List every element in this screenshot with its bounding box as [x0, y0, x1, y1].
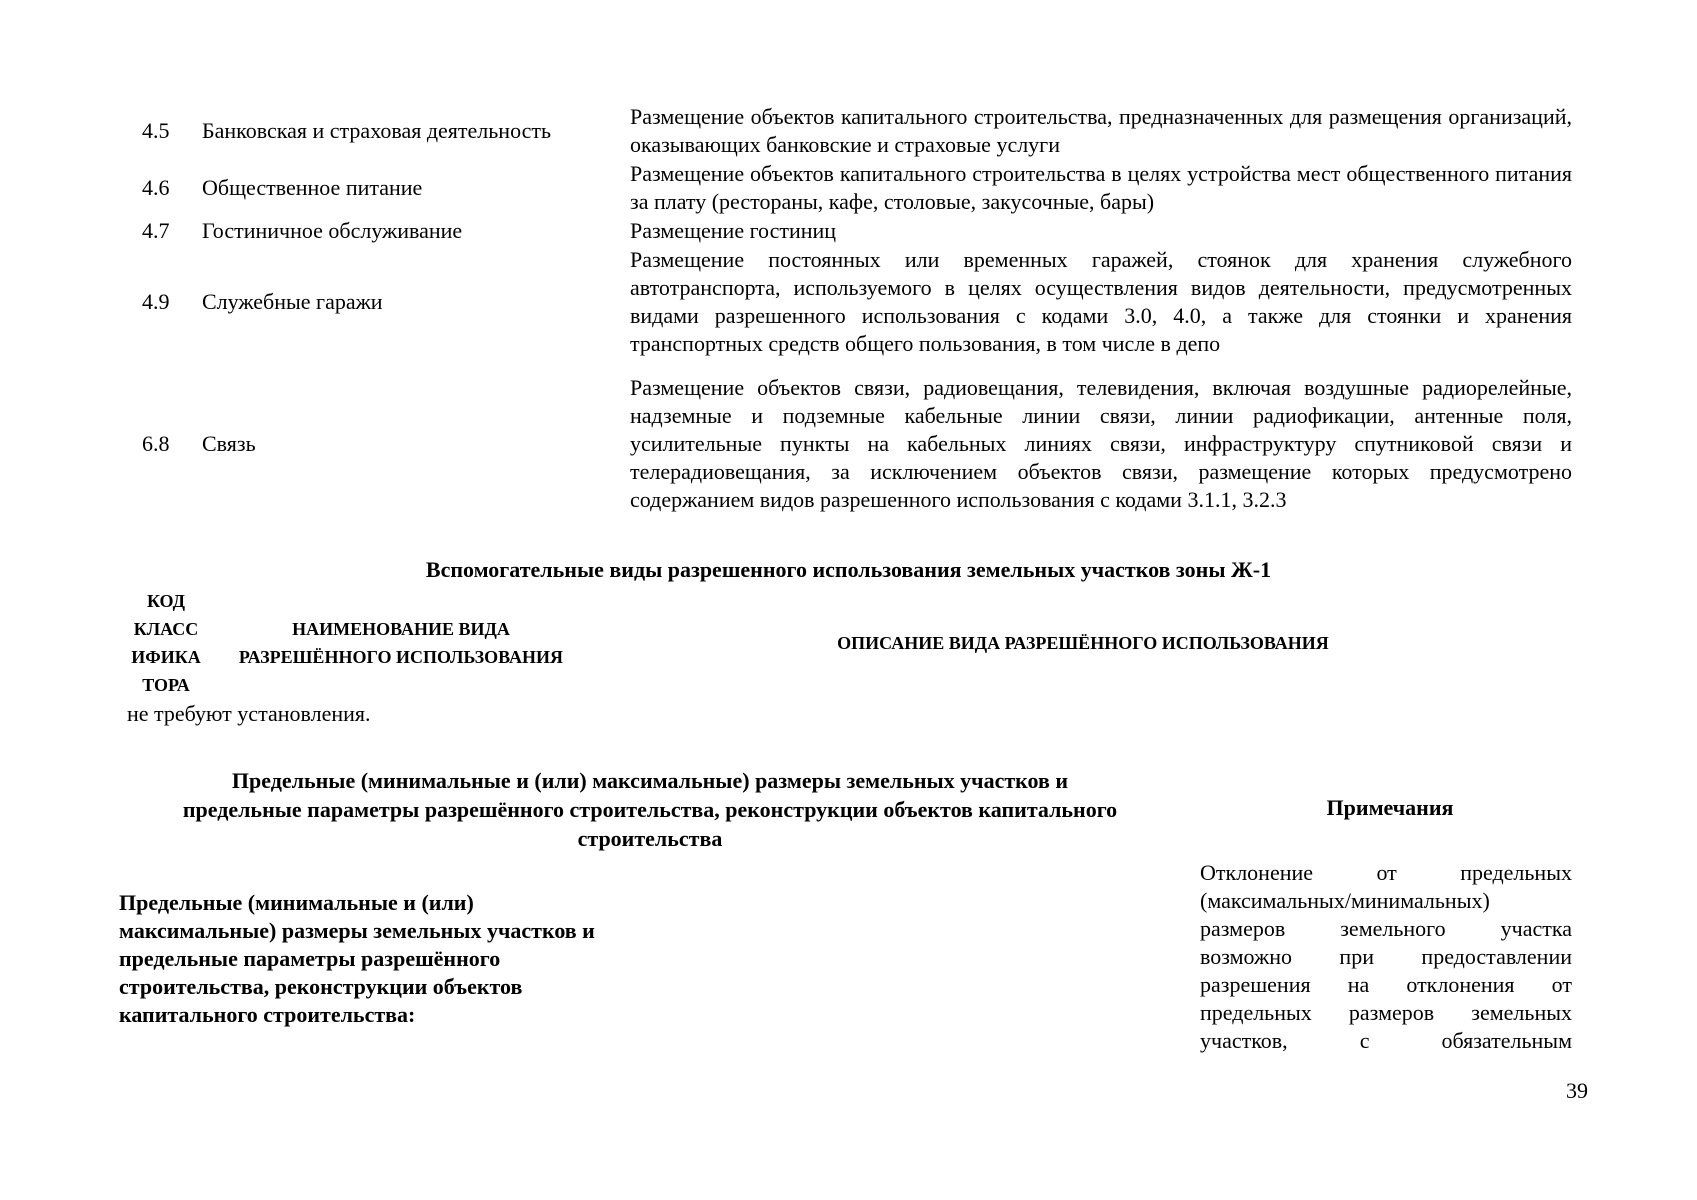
page-number: 39: [1566, 1078, 1588, 1103]
auxiliary-uses-title: Вспомогательные виды разрешенного использования земельных участков зоны Ж-1: [425, 557, 1272, 582]
notes-line: размеров земельного участка: [1200, 916, 1572, 941]
notes-line: предельных размеров земельных: [1200, 1000, 1572, 1025]
table-row: [130, 245, 1572, 359]
header-description-column: ОПИСАНИЕ ВИДА РАЗРЕШЁННОГО ИСПОЛЬЗОВАНИЯ: [837, 633, 1329, 653]
header-name-line: НАИМЕНОВАНИЕ ВИДА: [292, 619, 510, 639]
header-code-line: КЛАСС: [133, 619, 199, 639]
limits-section-title: [110, 766, 1190, 853]
table-row: [130, 159, 1572, 216]
limits-body-line: предельные параметры разрешённого: [119, 946, 501, 971]
auxiliary-note: не требуют установления.: [127, 701, 371, 726]
limits-title-line: строительства: [577, 826, 723, 851]
use-code: 4.7: [142, 217, 170, 243]
use-name: Общественное питание: [202, 174, 423, 200]
use-name: Служебные гаражи: [202, 289, 383, 314]
use-name: Связь: [202, 431, 256, 456]
use-description: Размещение объектов капитального строительства, предназначенных для размещения организаций, оказывающих банковские и страховые услуги: [630, 103, 1572, 157]
header-name-line: РАЗРЕШЁННОГО ИСПОЛЬЗОВАНИЯ: [238, 647, 564, 667]
notes-line: разрешения на отклонения от: [1200, 972, 1572, 997]
header-code-line: КОД: [146, 591, 186, 611]
permitted-uses-table: [130, 102, 1572, 529]
header-code-line: ТОРА: [142, 675, 190, 695]
auxiliary-table-header: [124, 587, 1572, 701]
use-description: Размещение гостиниц: [630, 217, 837, 243]
use-code: 4.5: [142, 117, 170, 143]
notes-heading: Примечания: [1326, 795, 1454, 820]
limits-body-line: Предельные (минимальные и (или): [119, 890, 474, 915]
header-code-line: ИФИКА: [131, 647, 201, 667]
table-row: [130, 102, 1572, 159]
table-row: [130, 216, 1572, 245]
notes-line: возможно при предоставлении: [1200, 944, 1572, 969]
limits-body-line: максимальные) размеры земельных участков и: [119, 918, 595, 943]
use-description: Размещение постоянных или временных гаражей, стоянок для хранения служебного автотранспорта, используемого в целях осуществления видов деятельности, предусмотренных видами разрешенного использования с кодами 3.0, 4.0, а также для стоянки и хранения транспортных средств общего пользования, в том числе в депо: [630, 247, 1572, 356]
notes-line: (максимальных/минимальных): [1200, 888, 1490, 913]
header-name-column: [216, 615, 586, 671]
limits-body-text: [119, 889, 679, 1029]
use-code: 4.9: [142, 289, 170, 314]
notes-line: участков, с обязательным: [1200, 1028, 1572, 1053]
limits-title-line: Предельные (минимальные и (или) максимальные) размеры земельных участков и: [231, 768, 1069, 793]
table-row: [130, 359, 1572, 529]
use-code: 6.8: [142, 431, 170, 456]
use-name: Банковская и страховая деятельность: [202, 117, 552, 143]
use-name: Гостиничное обслуживание: [202, 217, 463, 243]
notes-line: Отклонение от предельных: [1200, 860, 1572, 885]
use-description: Размещение объектов капитального строительства в целях устройства мест общественного питания за плату (рестораны, кафе, столовые, закусочные, бары): [630, 160, 1572, 214]
limits-body-line: строительства, реконструкции объектов: [119, 974, 523, 999]
use-description: Размещение объектов связи, радиовещания, телевидения, включая воздушные радиорелейные, надземные и подземные кабельные линии связи, линии радиофикации, антенные поля, усилительные пункты на кабельных линиях связи, инфраструктуру спутниковой связи и телерадиовещания, за исключением объектов связи, размещение которых предусмотрено содержанием видов разрешенного использования с кодами 3.1.1, 3.2.3: [630, 375, 1572, 512]
notes-body-text: [1200, 859, 1572, 1055]
limits-title-line: предельные параметры разрешённого строительства, реконструкции объектов капитального: [182, 797, 1118, 822]
limits-body-line: капитального строительства:: [119, 1002, 416, 1027]
use-code: 4.6: [142, 174, 170, 200]
header-code-column: [124, 587, 208, 699]
